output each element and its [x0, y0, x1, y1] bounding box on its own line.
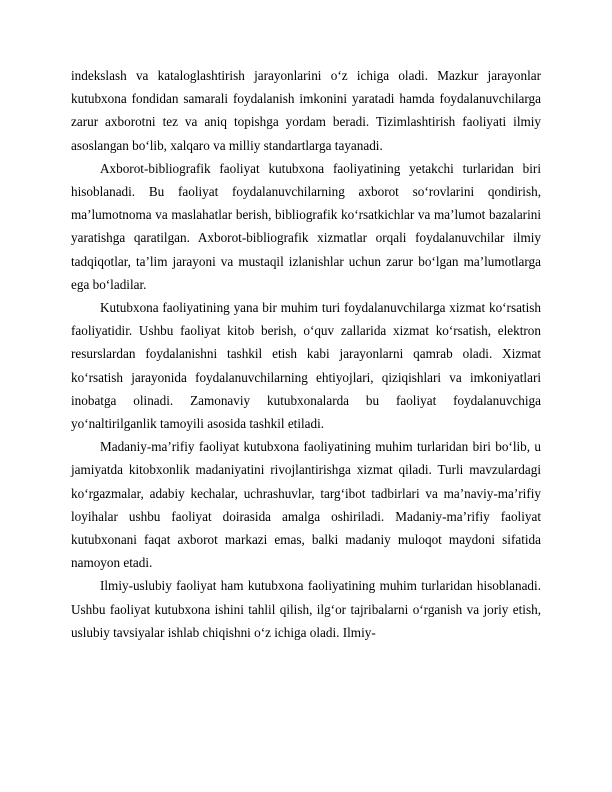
- paragraph-axborot-bibliografik: Axborot-bibliografik faoliyat kutubxona faoliyatining yetakchi turlaridan biri hisoblanadi. Bu faoliyat foydalanuvchilarning axborot so‘rovlarini qondirish, ma’lumotnoma va maslahatlar berish, bibliografik ko‘rsatkichlar va ma’lumot bazalarini yaratishga qaratilgan. Axborot-bibliografik xizmatlar orqali foydalanuvchilar ilmiy tadqiqotlar, ta’lim jarayoni va mustaqil izlanishlar uchun zarur bo‘lgan ma’lumotlarga ega bo‘ladilar.: [71, 160, 541, 292]
- document-body: [71, 64, 541, 644]
- paragraph-madaniy-marifiy: Madaniy-ma’rifiy faoliyat kutubxona faoliyatining muhim turlaridan biri bo‘lib, u jamiyatda kitobxonlik madaniyatini rivojlantirishga xizmat qiladi. Turli mavzulardagi ko‘rgazmalar, adabiy kechalar, uchrashuvlar, targ‘ibot tadbirlari va ma’naviy-ma’rifiy loyihalar ushbu faoliyat doirasida amalga oshiriladi. Madaniy-ma’rifiy faoliyat kutubxonani faqat axborot markazi emas, balki madaniy muloqot maydoni sifatida namoyon etadi.: [71, 439, 541, 571]
- paragraph-continuation: indekslash va kataloglashtirish jarayonlarini o‘z ichiga oladi. Mazkur jarayonlar kutubxona fondidan samarali foydalanish imkonini yaratadi hamda foydalanuvchilarga zarur axborotni tez va aniq topishga yordam beradi. Tizimlashtirish faoliyati ilmiy asoslangan bo‘lib, xalqaro va milliy standartlarga tayanadi.: [71, 68, 541, 153]
- paragraph-ilmiy-uslubiy: Ilmiy-uslubiy faoliyat ham kutubxona faoliyatining muhim turlaridan hisoblanadi. Ushbu faoliyat kutubxona ishini tahlil qilish, ilg‘or tajribalarni o‘rganish va joriy etish, uslubiy tavsiyalar ishlab chiqishni o‘z ichiga oladi. Ilmiy-: [71, 578, 541, 640]
- paragraph-xizmat-korsatish: Kutubxona faoliyatining yana bir muhim turi foydalanuvchilarga xizmat ko‘rsatish faoliyatidir. Ushbu faoliyat kitob berish, o‘quv zallarida xizmat ko‘rsatish, elektron resurslardan foydalanishni tashkil etish kabi jarayonlarni qamrab oladi. Xizmat ko‘rsatish jarayonida foydalanuvchilarning ehtiyojlari, qiziqishlari va imkoniyatlari inobatga olinadi. Zamonaviy kutubxonalarda bu faoliyat foydalanuvchiga yo‘naltirilganlik tamoyili asosida tashkil etiladi.: [71, 300, 541, 432]
